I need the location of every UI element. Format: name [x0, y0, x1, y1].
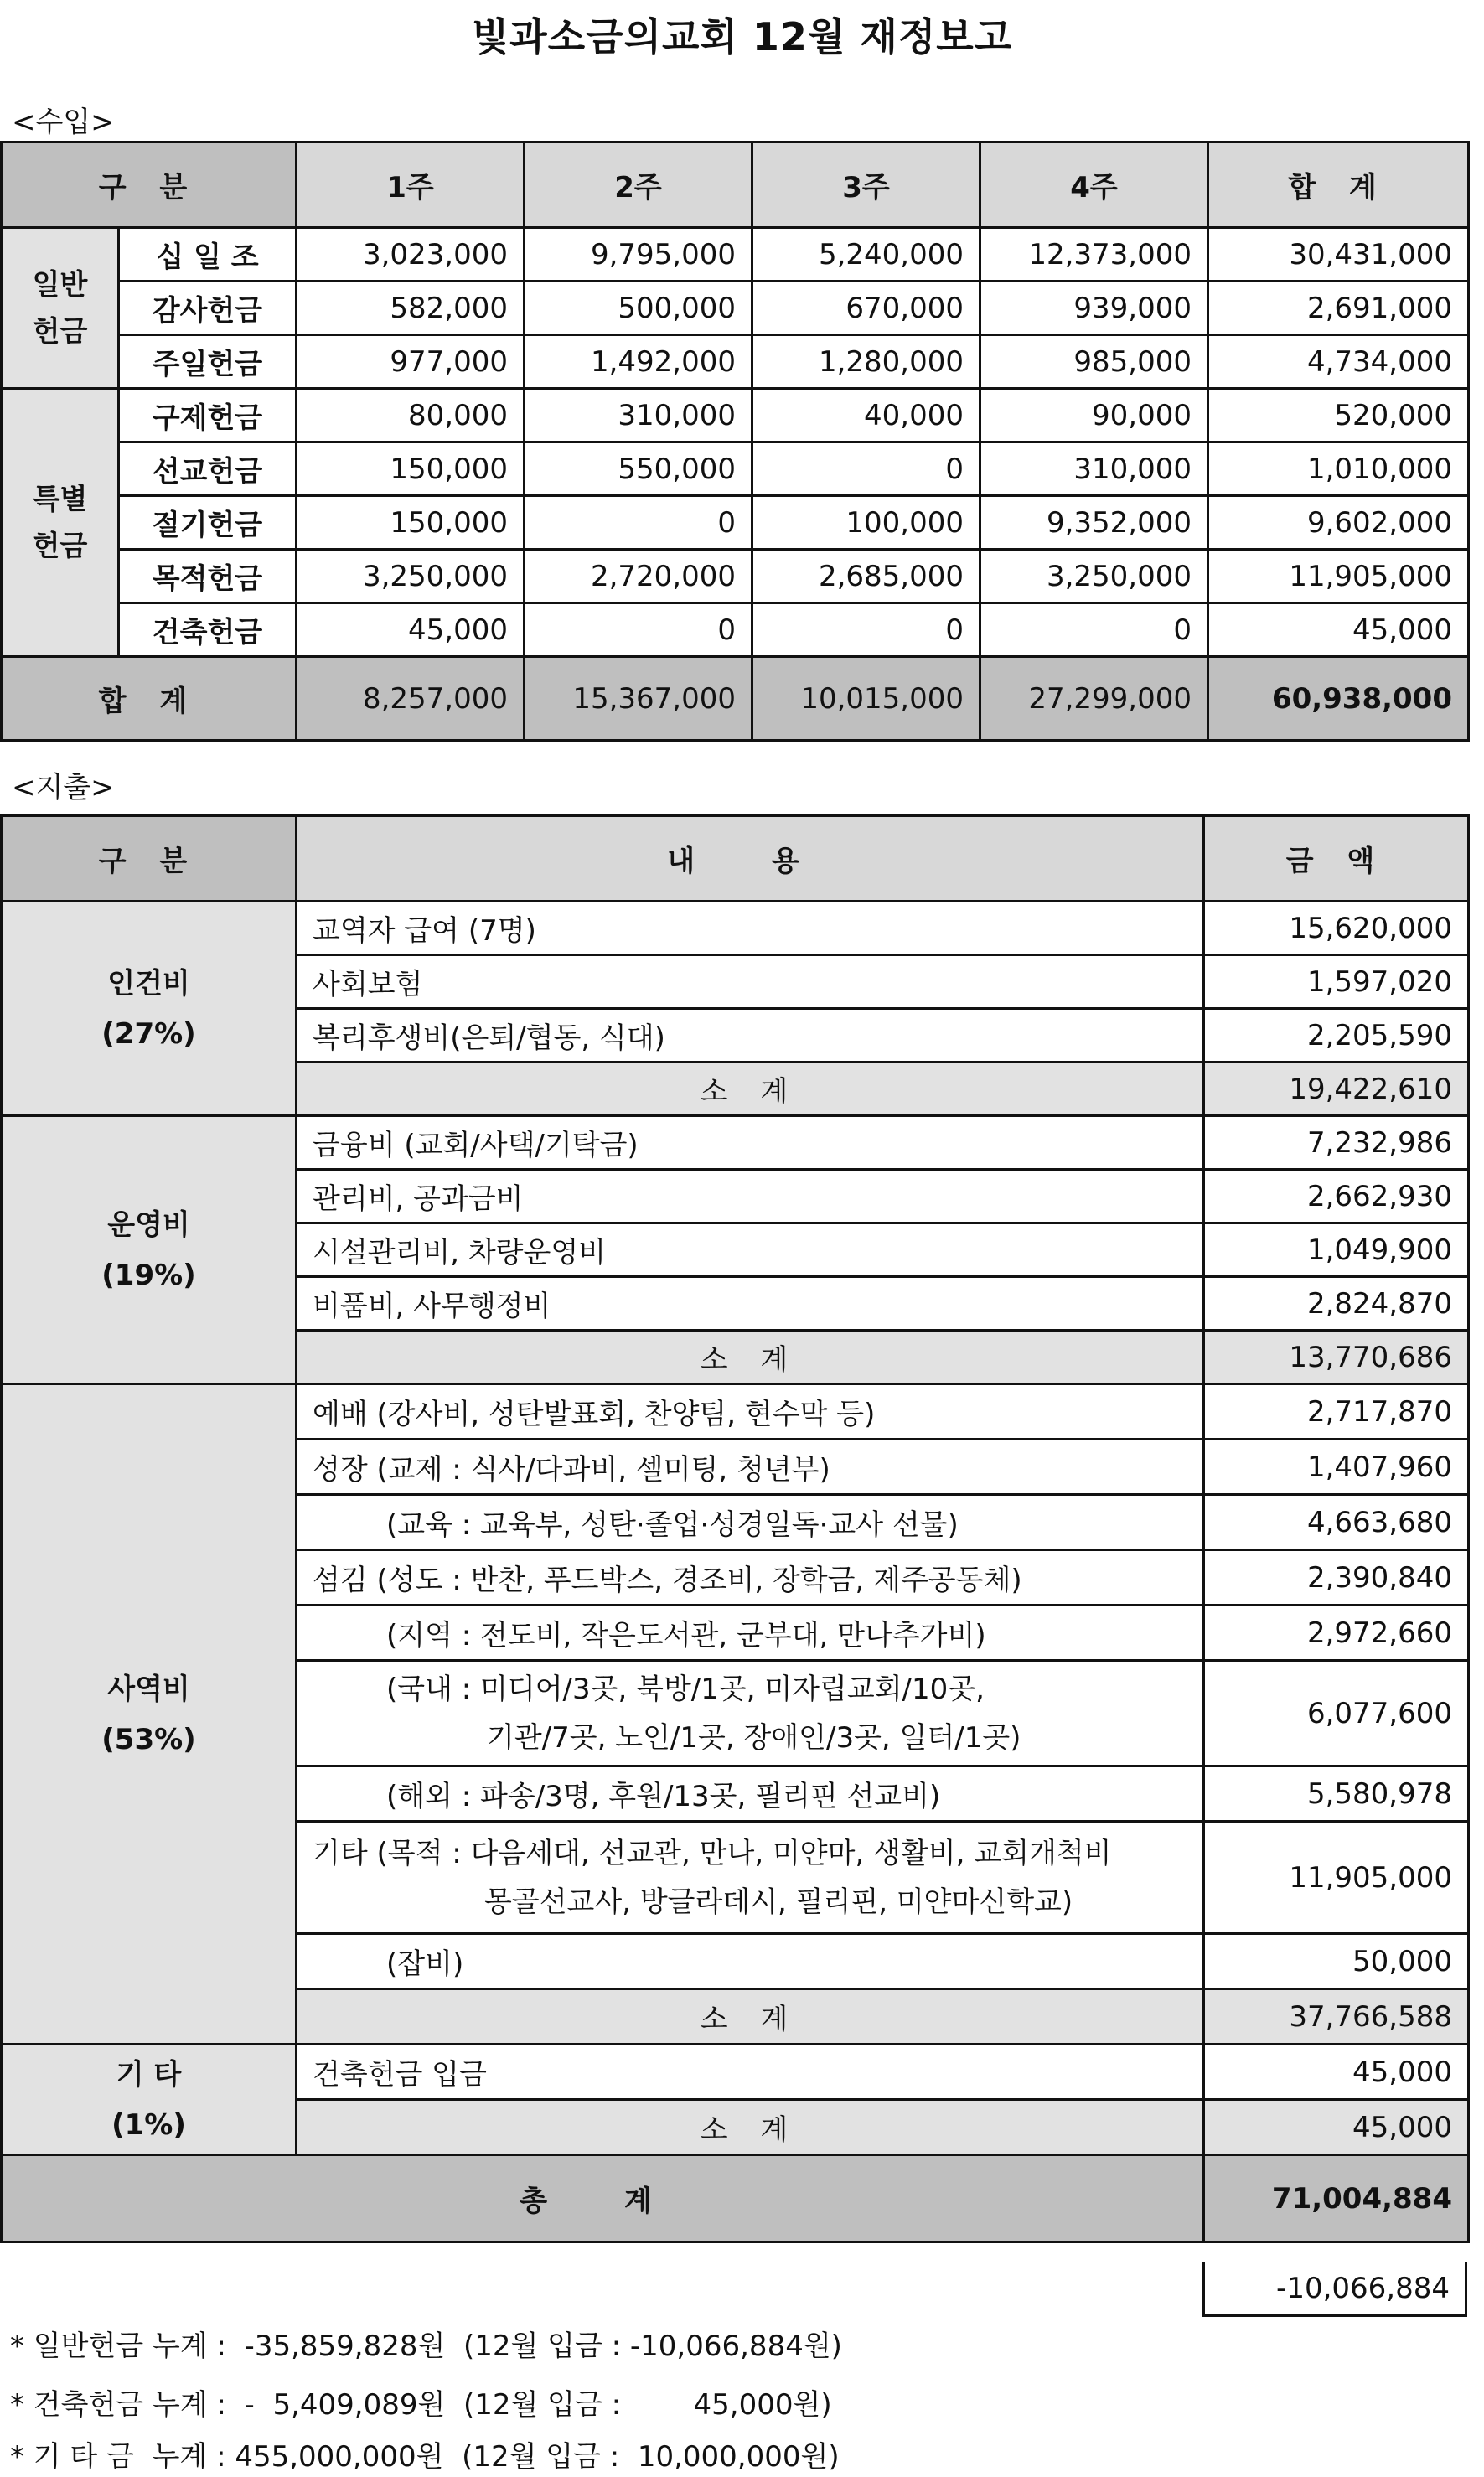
category-percent: (19%) [101, 1258, 196, 1292]
expense-section-label: <지출> [12, 771, 115, 804]
group-label: 헌금 [32, 314, 88, 349]
income-cell: 80,000 [297, 389, 525, 442]
subtotal-amount: 13,770,686 [1204, 1331, 1469, 1384]
income-section-label: <수입> [12, 106, 115, 139]
income-cell: 550,000 [525, 442, 752, 496]
income-cell: 3,250,000 [297, 550, 525, 603]
subtotal-amount: 37,766,588 [1204, 1989, 1469, 2045]
table-row [2, 2045, 1469, 2100]
grand-total-amount: 71,004,884 [1204, 2155, 1469, 2242]
income-header-week4: 4주 [980, 142, 1208, 228]
expense-category-personnel [2, 902, 297, 1116]
income-cell: 9,352,000 [980, 496, 1208, 550]
income-sum-row [2, 657, 1469, 741]
subtotal-amount: 19,422,610 [1204, 1063, 1469, 1116]
expense-category-operating [2, 1116, 297, 1384]
income-sum-cell: 10,015,000 [752, 657, 980, 741]
table-row [2, 389, 1469, 442]
expense-desc: 예배 (강사비, 성탄발표회, 찬양팀, 현수막 등) [297, 1384, 1204, 1440]
group-label: 일반 [32, 267, 88, 302]
income-sum-label: 합 계 [2, 657, 297, 741]
income-item: 주일헌금 [119, 335, 297, 389]
income-header-category: 구 분 [2, 142, 297, 228]
income-cell: 3,023,000 [297, 228, 525, 282]
income-sum-cell: 15,367,000 [525, 657, 752, 741]
income-cell: 0 [752, 442, 980, 496]
expense-amount: 4,663,680 [1204, 1495, 1469, 1550]
category-name: 사역비 [107, 1672, 190, 1706]
expense-desc: 시설관리비, 차량운영비 [297, 1223, 1204, 1277]
expense-desc-multiline [297, 1661, 1204, 1766]
note-deposit: * 기 타 금 누계 : 455,000,000원 (12월 입금 : 10,000,000원) [10, 2440, 840, 2474]
category-name: 운영비 [107, 1207, 190, 1242]
table-row [2, 1116, 1469, 1170]
income-header-row [2, 142, 1469, 228]
table-row [2, 282, 1469, 335]
income-item: 목적헌금 [119, 550, 297, 603]
income-row-total: 520,000 [1208, 389, 1469, 442]
income-cell: 150,000 [297, 442, 525, 496]
expense-table [0, 814, 1470, 2243]
expense-desc: 비품비, 사무행정비 [297, 1277, 1204, 1331]
income-header-week2: 2주 [525, 142, 752, 228]
expense-amount: 2,824,870 [1204, 1277, 1469, 1331]
income-cell: 582,000 [297, 282, 525, 335]
income-cell: 1,492,000 [525, 335, 752, 389]
grand-total-row [2, 2155, 1469, 2242]
category-name: 기 타 [116, 2057, 182, 2092]
table-row [2, 550, 1469, 603]
income-cell: 90,000 [980, 389, 1208, 442]
income-row-total: 1,010,000 [1208, 442, 1469, 496]
category-percent: (27%) [101, 1016, 196, 1051]
expense-desc: (교육 : 교육부, 성탄·졸업·성경일독·교사 선물) [297, 1495, 1204, 1550]
income-cell: 977,000 [297, 335, 525, 389]
expense-desc: 사회보험 [297, 955, 1204, 1009]
expense-desc: (잡비) [297, 1934, 1204, 1989]
note-building-fund: * 건축헌금 누계 : - 5,409,089원 (12월 입금 : 45,000원) [10, 2388, 832, 2422]
table-row [2, 1384, 1469, 1440]
category-name: 인건비 [107, 966, 190, 1001]
desc-line: (국내 : 미디어/3곳, 북방/1곳, 미자립교회/10곳, [386, 1672, 985, 1706]
expense-amount: 15,620,000 [1204, 902, 1469, 955]
income-cell: 939,000 [980, 282, 1208, 335]
income-item: 십 일 조 [119, 228, 297, 282]
expense-amount: 5,580,978 [1204, 1766, 1469, 1822]
group-label: 헌금 [32, 529, 88, 563]
income-cell: 0 [525, 603, 752, 657]
income-row-total: 11,905,000 [1208, 550, 1469, 603]
income-group-general [2, 228, 119, 389]
income-header-week3: 3주 [752, 142, 980, 228]
income-cell: 310,000 [980, 442, 1208, 496]
subtotal-label: 소 계 [297, 1331, 1204, 1384]
expense-amount: 2,390,840 [1204, 1550, 1469, 1606]
expense-desc: (해외 : 파송/3명, 후원/13곳, 필리핀 선교비) [297, 1766, 1204, 1822]
group-label: 특별 [32, 482, 88, 516]
expense-amount: 2,972,660 [1204, 1606, 1469, 1661]
subtotal-label: 소 계 [297, 2100, 1204, 2155]
expense-amount: 11,905,000 [1204, 1822, 1469, 1934]
income-item: 감사헌금 [119, 282, 297, 335]
expense-desc: 섬김 (성도 : 반찬, 푸드박스, 경조비, 장학금, 제주공동체) [297, 1550, 1204, 1606]
expense-desc: (지역 : 전도비, 작은도서관, 군부대, 만나추가비) [297, 1606, 1204, 1661]
income-cell: 985,000 [980, 335, 1208, 389]
expense-category-other [2, 2045, 297, 2155]
expense-amount: 45,000 [1204, 2045, 1469, 2100]
income-cell: 2,685,000 [752, 550, 980, 603]
category-percent: (1%) [111, 2107, 186, 2142]
income-cell: 100,000 [752, 496, 980, 550]
expense-amount: 2,205,590 [1204, 1009, 1469, 1063]
desc-line: 기관/7곳, 노인/1곳, 장애인/3곳, 일터/1곳) [487, 1720, 1021, 1755]
expense-amount: 2,717,870 [1204, 1384, 1469, 1440]
report-title: 빛과소금의교회 12월 재정보고 [471, 14, 1013, 59]
income-item: 절기헌금 [119, 496, 297, 550]
income-header-week1: 1주 [297, 142, 525, 228]
expense-header-amount: 금 액 [1204, 816, 1469, 902]
income-cell: 150,000 [297, 496, 525, 550]
income-row-total: 4,734,000 [1208, 335, 1469, 389]
income-cell: 3,250,000 [980, 550, 1208, 603]
expense-amount: 7,232,986 [1204, 1116, 1469, 1170]
subtotal-amount: 45,000 [1204, 2100, 1469, 2155]
income-grand-total: 60,938,000 [1208, 657, 1469, 741]
income-item: 구제헌금 [119, 389, 297, 442]
income-cell: 0 [525, 496, 752, 550]
income-sum-cell: 8,257,000 [297, 657, 525, 741]
income-header-total: 합 계 [1208, 142, 1469, 228]
income-cell: 500,000 [525, 282, 752, 335]
expense-header-category: 구 분 [2, 816, 297, 902]
income-row-total: 9,602,000 [1208, 496, 1469, 550]
income-cell: 12,373,000 [980, 228, 1208, 282]
desc-line: 몽골선교사, 방글라데시, 필리핀, 미얀마신학교) [484, 1885, 1073, 1919]
income-sum-cell: 27,299,000 [980, 657, 1208, 741]
expense-desc: 관리비, 공과금비 [297, 1170, 1204, 1223]
income-cell: 310,000 [525, 389, 752, 442]
expense-amount: 6,077,600 [1204, 1661, 1469, 1766]
income-cell: 5,240,000 [752, 228, 980, 282]
income-item: 선교헌금 [119, 442, 297, 496]
desc-line: 기타 (목적 : 다음세대, 선교관, 만나, 미얀마, 생활비, 교회개척비 [313, 1836, 1112, 1870]
table-row [2, 603, 1469, 657]
grand-total-label: 총 계 [2, 2155, 1204, 2242]
expense-desc: 금융비 (교회/사택/기탁금) [297, 1116, 1204, 1170]
expense-header-row [2, 816, 1469, 902]
income-cell: 0 [752, 603, 980, 657]
expense-desc-multiline [297, 1822, 1204, 1934]
expense-amount: 1,049,900 [1204, 1223, 1469, 1277]
income-cell: 40,000 [752, 389, 980, 442]
expense-amount: 50,000 [1204, 1934, 1469, 1989]
table-row [2, 442, 1469, 496]
subtotal-label: 소 계 [297, 1989, 1204, 2045]
income-group-special [2, 389, 119, 657]
expense-amount: 2,662,930 [1204, 1170, 1469, 1223]
income-cell: 2,720,000 [525, 550, 752, 603]
income-cell: 670,000 [752, 282, 980, 335]
income-row-total: 2,691,000 [1208, 282, 1469, 335]
table-row [2, 902, 1469, 955]
expense-amount: 1,597,020 [1204, 955, 1469, 1009]
expense-desc: 성장 (교제 : 식사/다과비, 셀미팅, 청년부) [297, 1440, 1204, 1495]
category-percent: (53%) [101, 1722, 196, 1756]
income-cell: 0 [980, 603, 1208, 657]
table-row [2, 335, 1469, 389]
expense-amount: 1,407,960 [1204, 1440, 1469, 1495]
expense-category-ministry [2, 1384, 297, 2045]
balance-cell: -10,066,884 [1202, 2262, 1467, 2317]
income-cell: 9,795,000 [525, 228, 752, 282]
table-row [2, 228, 1469, 282]
income-row-total: 45,000 [1208, 603, 1469, 657]
expense-header-content: 내 용 [297, 816, 1204, 902]
income-table [0, 141, 1470, 742]
expense-desc: 건축헌금 입금 [297, 2045, 1204, 2100]
subtotal-label: 소 계 [297, 1063, 1204, 1116]
expense-desc: 복리후생비(은퇴/협동, 식대) [297, 1009, 1204, 1063]
income-cell: 45,000 [297, 603, 525, 657]
income-row-total: 30,431,000 [1208, 228, 1469, 282]
income-cell: 1,280,000 [752, 335, 980, 389]
table-row [2, 496, 1469, 550]
expense-desc: 교역자 급여 (7명) [297, 902, 1204, 955]
income-item: 건축헌금 [119, 603, 297, 657]
note-general-offering: * 일반헌금 누계 : -35,859,828원 (12월 입금 : -10,066,884원) [10, 2330, 842, 2363]
